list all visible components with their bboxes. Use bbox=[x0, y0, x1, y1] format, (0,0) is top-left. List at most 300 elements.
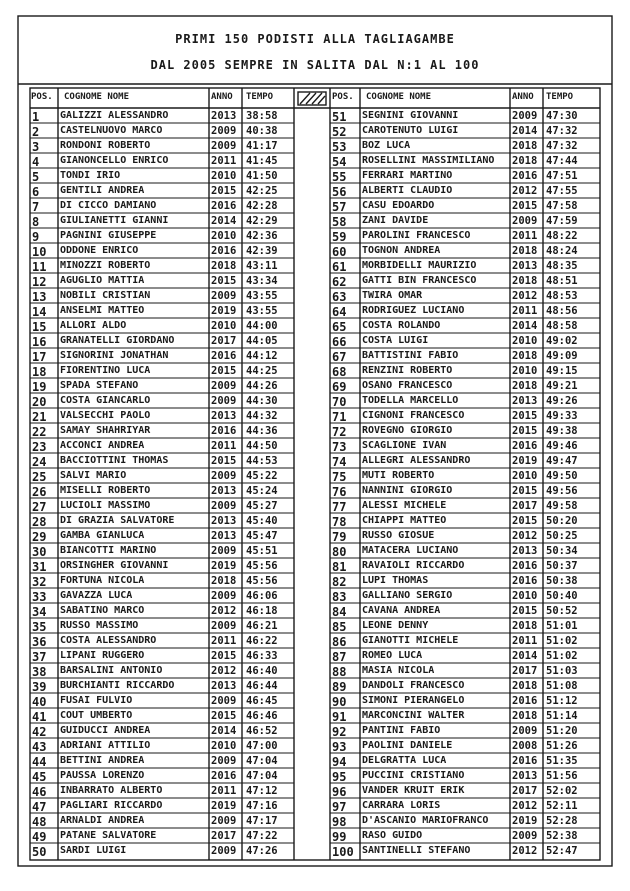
year-cell: 2011 bbox=[512, 635, 538, 647]
name-cell: SABATINO MARCO bbox=[60, 605, 145, 616]
name-cell: TONDI IRIO bbox=[60, 170, 121, 181]
table-row bbox=[0, 619, 630, 634]
time-cell: 49:56 bbox=[546, 485, 578, 497]
year-cell: 2017 bbox=[512, 785, 538, 797]
position-cell: 55 bbox=[332, 170, 347, 184]
year-cell: 2012 bbox=[512, 845, 538, 857]
time-cell: 50:40 bbox=[546, 590, 578, 602]
position-cell: 45 bbox=[32, 770, 47, 784]
position-cell: 48 bbox=[32, 815, 47, 829]
position-cell: 65 bbox=[332, 320, 347, 334]
year-cell: 2015 bbox=[512, 425, 538, 437]
name-cell: RUSSO MASSIMO bbox=[60, 620, 139, 631]
name-cell: D'ASCANIO MARIOFRANCO bbox=[362, 815, 489, 826]
name-cell: PAUSSA LORENZO bbox=[60, 770, 145, 781]
time-cell: 43:34 bbox=[246, 275, 278, 287]
time-cell: 45:56 bbox=[246, 560, 278, 572]
position-cell: 74 bbox=[332, 455, 347, 469]
position-cell: 19 bbox=[32, 380, 47, 394]
time-cell: 38:58 bbox=[246, 110, 278, 122]
time-cell: 48:58 bbox=[546, 320, 578, 332]
position-cell: 14 bbox=[32, 305, 47, 319]
header-year-right: ANNO bbox=[512, 92, 534, 102]
name-cell: GAMBA GIANLUCA bbox=[60, 530, 145, 541]
time-cell: 48:56 bbox=[546, 305, 578, 317]
time-cell: 44:53 bbox=[246, 455, 278, 467]
header-time-right: TEMPO bbox=[546, 92, 574, 102]
time-cell: 51:12 bbox=[546, 695, 578, 707]
name-cell: RODRIGUEZ LUCIANO bbox=[362, 305, 465, 316]
time-cell: 48:35 bbox=[546, 260, 578, 272]
time-cell: 40:38 bbox=[246, 125, 278, 137]
time-cell: 41:50 bbox=[246, 170, 278, 182]
name-cell: SALVI MARIO bbox=[60, 470, 127, 481]
time-cell: 48:24 bbox=[546, 245, 578, 257]
year-cell: 2017 bbox=[211, 830, 237, 842]
position-cell: 60 bbox=[332, 245, 347, 259]
year-cell: 2015 bbox=[211, 710, 237, 722]
name-cell: MASIA NICOLA bbox=[362, 665, 435, 676]
year-cell: 2010 bbox=[512, 335, 538, 347]
position-cell: 15 bbox=[32, 320, 47, 334]
table-row bbox=[0, 739, 630, 754]
year-cell: 2018 bbox=[512, 140, 538, 152]
year-cell: 2017 bbox=[211, 335, 237, 347]
year-cell: 2011 bbox=[512, 230, 538, 242]
position-cell: 44 bbox=[32, 755, 47, 769]
time-cell: 41:17 bbox=[246, 140, 278, 152]
name-cell: SIMONI PIERANGELO bbox=[362, 695, 465, 706]
year-cell: 2012 bbox=[211, 605, 237, 617]
year-cell: 2018 bbox=[211, 260, 237, 272]
year-cell: 2011 bbox=[211, 155, 237, 167]
year-cell: 2016 bbox=[512, 170, 538, 182]
table-row bbox=[0, 724, 630, 739]
position-cell: 69 bbox=[332, 380, 347, 394]
time-cell: 47:32 bbox=[546, 140, 578, 152]
time-cell: 49:26 bbox=[546, 395, 578, 407]
table-row bbox=[0, 709, 630, 724]
table-row bbox=[0, 229, 630, 244]
year-cell: 2014 bbox=[512, 320, 538, 332]
time-cell: 45:22 bbox=[246, 470, 278, 482]
name-cell: NOBILI CRISTIAN bbox=[60, 290, 151, 301]
name-cell: ALLORI ALDO bbox=[60, 320, 127, 331]
time-cell: 49:50 bbox=[546, 470, 578, 482]
name-cell: COSTA LUIGI bbox=[362, 335, 429, 346]
time-cell: 47:44 bbox=[546, 155, 578, 167]
name-cell: LEONE DENNY bbox=[362, 620, 429, 631]
year-cell: 2009 bbox=[211, 500, 237, 512]
name-cell: GENTILI ANDREA bbox=[60, 185, 145, 196]
name-cell: DI CICCO DAMIANO bbox=[60, 200, 157, 211]
name-cell: ARNALDI ANDREA bbox=[60, 815, 145, 826]
position-cell: 62 bbox=[332, 275, 347, 289]
time-cell: 51:08 bbox=[546, 680, 578, 692]
position-cell: 99 bbox=[332, 830, 347, 844]
name-cell: SAMAY SHAHRIYAR bbox=[60, 425, 151, 436]
name-cell: CAVANA ANDREA bbox=[362, 605, 441, 616]
time-cell: 49:58 bbox=[546, 500, 578, 512]
time-cell: 51:56 bbox=[546, 770, 578, 782]
time-cell: 48:53 bbox=[546, 290, 578, 302]
name-cell: GIANONCELLO ENRICO bbox=[60, 155, 169, 166]
table-row bbox=[0, 484, 630, 499]
position-cell: 35 bbox=[32, 620, 47, 634]
table-row bbox=[0, 364, 630, 379]
time-cell: 46:44 bbox=[246, 680, 278, 692]
year-cell: 2016 bbox=[512, 755, 538, 767]
year-cell: 2018 bbox=[512, 680, 538, 692]
position-cell: 89 bbox=[332, 680, 347, 694]
name-cell: PAGNINI GIUSEPPE bbox=[60, 230, 157, 241]
year-cell: 2009 bbox=[211, 290, 237, 302]
year-cell: 2014 bbox=[512, 125, 538, 137]
position-cell: 68 bbox=[332, 365, 347, 379]
position-cell: 39 bbox=[32, 680, 47, 694]
time-cell: 44:05 bbox=[246, 335, 278, 347]
position-cell: 29 bbox=[32, 530, 47, 544]
name-cell: GAVAZZA LUCA bbox=[60, 590, 133, 601]
table-row bbox=[0, 109, 630, 124]
year-cell: 2018 bbox=[512, 350, 538, 362]
year-cell: 2018 bbox=[512, 620, 538, 632]
name-cell: PAGLIARI RICCARDO bbox=[60, 800, 163, 811]
name-cell: RENZINI ROBERTO bbox=[362, 365, 453, 376]
name-cell: ALBERTI CLAUDIO bbox=[362, 185, 453, 196]
time-cell: 49:38 bbox=[546, 425, 578, 437]
time-cell: 49:47 bbox=[546, 455, 578, 467]
table-row bbox=[0, 409, 630, 424]
position-cell: 72 bbox=[332, 425, 347, 439]
time-cell: 47:04 bbox=[246, 755, 278, 767]
table-row bbox=[0, 124, 630, 139]
position-cell: 12 bbox=[32, 275, 47, 289]
document-title: PRIMI 150 PODISTI ALLA TAGLIAGAMBE bbox=[175, 32, 455, 46]
name-cell: ALESSI MICHELE bbox=[362, 500, 447, 511]
table-row bbox=[0, 334, 630, 349]
table-row bbox=[0, 679, 630, 694]
name-cell: TWIRA OMAR bbox=[362, 290, 423, 301]
year-cell: 2015 bbox=[211, 650, 237, 662]
year-cell: 2009 bbox=[211, 755, 237, 767]
time-cell: 51:02 bbox=[546, 650, 578, 662]
year-cell: 2016 bbox=[211, 770, 237, 782]
name-cell: SANTINELLI STEFANO bbox=[362, 845, 471, 856]
time-cell: 46:40 bbox=[246, 665, 278, 677]
year-cell: 2015 bbox=[211, 455, 237, 467]
year-cell: 2018 bbox=[512, 380, 538, 392]
table-row bbox=[0, 319, 630, 334]
time-cell: 52:38 bbox=[546, 830, 578, 842]
position-cell: 91 bbox=[332, 710, 347, 724]
position-cell: 82 bbox=[332, 575, 347, 589]
time-cell: 45:40 bbox=[246, 515, 278, 527]
table-row bbox=[0, 829, 630, 844]
year-cell: 2013 bbox=[512, 770, 538, 782]
position-cell: 75 bbox=[332, 470, 347, 484]
time-cell: 47:12 bbox=[246, 785, 278, 797]
position-cell: 34 bbox=[32, 605, 47, 619]
position-cell: 40 bbox=[32, 695, 47, 709]
table-row bbox=[0, 304, 630, 319]
table-row bbox=[0, 394, 630, 409]
name-cell: RAVAIOLI RICCARDO bbox=[362, 560, 465, 571]
year-cell: 2016 bbox=[512, 440, 538, 452]
position-cell: 83 bbox=[332, 590, 347, 604]
table-row bbox=[0, 184, 630, 199]
position-cell: 6 bbox=[32, 185, 40, 199]
name-cell: PUCCINI CRISTIANO bbox=[362, 770, 465, 781]
name-cell: LUCIOLI MASSIMO bbox=[60, 500, 151, 511]
table-row bbox=[0, 139, 630, 154]
position-cell: 8 bbox=[32, 215, 40, 229]
year-cell: 2013 bbox=[512, 260, 538, 272]
name-cell: ORSINGHER GIOVANNI bbox=[60, 560, 169, 571]
table-row bbox=[0, 754, 630, 769]
table-row bbox=[0, 844, 630, 859]
time-cell: 44:25 bbox=[246, 365, 278, 377]
table-row bbox=[0, 499, 630, 514]
name-cell: CIGNONI FRANCESCO bbox=[362, 410, 465, 421]
position-cell: 81 bbox=[332, 560, 347, 574]
name-cell: DELGRATTA LUCA bbox=[362, 755, 447, 766]
position-cell: 59 bbox=[332, 230, 347, 244]
time-cell: 46:45 bbox=[246, 695, 278, 707]
name-cell: PANTINI FABIO bbox=[362, 725, 441, 736]
name-cell: AGUGLIO MATTIA bbox=[60, 275, 145, 286]
position-cell: 97 bbox=[332, 800, 347, 814]
name-cell: MISELLI ROBERTO bbox=[60, 485, 151, 496]
table-row bbox=[0, 784, 630, 799]
time-cell: 46:06 bbox=[246, 590, 278, 602]
name-cell: SARDI LUIGI bbox=[60, 845, 127, 856]
year-cell: 2009 bbox=[211, 590, 237, 602]
year-cell: 2015 bbox=[512, 485, 538, 497]
time-cell: 49:09 bbox=[546, 350, 578, 362]
year-cell: 2013 bbox=[211, 485, 237, 497]
table-row bbox=[0, 349, 630, 364]
name-cell: ROVEGNO GIORGIO bbox=[362, 425, 453, 436]
year-cell: 2013 bbox=[512, 545, 538, 557]
name-cell: TODELLA MARCELLO bbox=[362, 395, 459, 406]
time-cell: 49:46 bbox=[546, 440, 578, 452]
time-cell: 45:24 bbox=[246, 485, 278, 497]
table-row bbox=[0, 259, 630, 274]
table-row bbox=[0, 169, 630, 184]
year-cell: 2011 bbox=[211, 440, 237, 452]
name-cell: MUTI ROBERTO bbox=[362, 470, 435, 481]
year-cell: 2009 bbox=[512, 110, 538, 122]
name-cell: BARSALINI ANTONIO bbox=[60, 665, 163, 676]
name-cell: ROMEO LUCA bbox=[362, 650, 423, 661]
name-cell: GATTI BIN FRANCESCO bbox=[362, 275, 477, 286]
name-cell: FERRARI MARTINO bbox=[362, 170, 453, 181]
name-cell: BETTINI ANDREA bbox=[60, 755, 145, 766]
position-cell: 10 bbox=[32, 245, 47, 259]
year-cell: 2011 bbox=[211, 635, 237, 647]
year-cell: 2009 bbox=[211, 815, 237, 827]
year-cell: 2017 bbox=[512, 500, 538, 512]
year-cell: 2019 bbox=[512, 815, 538, 827]
name-cell: ACCONCI ANDREA bbox=[60, 440, 145, 451]
position-cell: 38 bbox=[32, 665, 47, 679]
table-row bbox=[0, 559, 630, 574]
position-cell: 16 bbox=[32, 335, 47, 349]
name-cell: MINOZZI ROBERTO bbox=[60, 260, 151, 271]
name-cell: CASU EDOARDO bbox=[362, 200, 435, 211]
position-cell: 86 bbox=[332, 635, 347, 649]
header-year-left: ANNO bbox=[211, 92, 233, 102]
position-cell: 47 bbox=[32, 800, 47, 814]
table-row bbox=[0, 154, 630, 169]
name-cell: VALSECCHI PAOLO bbox=[60, 410, 151, 421]
name-cell: GALLIANO SERGIO bbox=[362, 590, 453, 601]
year-cell: 2009 bbox=[211, 470, 237, 482]
time-cell: 51:20 bbox=[546, 725, 578, 737]
time-cell: 42:29 bbox=[246, 215, 278, 227]
time-cell: 44:36 bbox=[246, 425, 278, 437]
year-cell: 2011 bbox=[512, 305, 538, 317]
year-cell: 2009 bbox=[512, 215, 538, 227]
position-cell: 31 bbox=[32, 560, 47, 574]
position-cell: 17 bbox=[32, 350, 47, 364]
position-cell: 3 bbox=[32, 140, 40, 154]
time-cell: 45:51 bbox=[246, 545, 278, 557]
position-cell: 22 bbox=[32, 425, 47, 439]
time-cell: 47:32 bbox=[546, 125, 578, 137]
time-cell: 51:01 bbox=[546, 620, 578, 632]
year-cell: 2018 bbox=[211, 575, 237, 587]
table-row bbox=[0, 544, 630, 559]
name-cell: SPADA STEFANO bbox=[60, 380, 139, 391]
document-subtitle: DAL 2005 SEMPRE IN SALITA DAL N:1 AL 100 bbox=[150, 58, 480, 72]
time-cell: 42:39 bbox=[246, 245, 278, 257]
time-cell: 50:34 bbox=[546, 545, 578, 557]
time-cell: 45:27 bbox=[246, 500, 278, 512]
name-cell: ROSELLINI MASSIMILIANO bbox=[362, 155, 495, 166]
year-cell: 2010 bbox=[211, 170, 237, 182]
name-cell: MARCONCINI WALTER bbox=[362, 710, 465, 721]
table-row bbox=[0, 649, 630, 664]
header-name-right: COGNOME NOME bbox=[366, 92, 432, 102]
table-row bbox=[0, 469, 630, 484]
year-cell: 2019 bbox=[211, 560, 237, 572]
year-cell: 2014 bbox=[512, 650, 538, 662]
name-cell: GUIDUCCI ANDREA bbox=[60, 725, 151, 736]
time-cell: 45:56 bbox=[246, 575, 278, 587]
table-row bbox=[0, 439, 630, 454]
table-row bbox=[0, 634, 630, 649]
time-cell: 48:51 bbox=[546, 275, 578, 287]
position-cell: 5 bbox=[32, 170, 40, 184]
position-cell: 33 bbox=[32, 590, 47, 604]
time-cell: 47:51 bbox=[546, 170, 578, 182]
table-row bbox=[0, 289, 630, 304]
name-cell: DANDOLI FRANCESCO bbox=[362, 680, 465, 691]
time-cell: 47:59 bbox=[546, 215, 578, 227]
position-cell: 98 bbox=[332, 815, 347, 829]
time-cell: 46:18 bbox=[246, 605, 278, 617]
position-cell: 51 bbox=[332, 110, 347, 124]
position-cell: 94 bbox=[332, 755, 347, 769]
name-cell: GIANOTTI MICHELE bbox=[362, 635, 459, 646]
name-cell: MATACERA LUCIANO bbox=[362, 545, 459, 556]
table-row bbox=[0, 379, 630, 394]
time-cell: 51:35 bbox=[546, 755, 578, 767]
position-cell: 80 bbox=[332, 545, 347, 559]
time-cell: 49:02 bbox=[546, 335, 578, 347]
year-cell: 2009 bbox=[211, 125, 237, 137]
position-cell: 93 bbox=[332, 740, 347, 754]
year-cell: 2009 bbox=[211, 845, 237, 857]
position-cell: 28 bbox=[32, 515, 47, 529]
position-cell: 64 bbox=[332, 305, 347, 319]
year-cell: 2009 bbox=[211, 545, 237, 557]
position-cell: 32 bbox=[32, 575, 47, 589]
name-cell: INBARRATO ALBERTO bbox=[60, 785, 163, 796]
table-row bbox=[0, 814, 630, 829]
time-cell: 42:28 bbox=[246, 200, 278, 212]
time-cell: 42:36 bbox=[246, 230, 278, 242]
year-cell: 2015 bbox=[512, 515, 538, 527]
year-cell: 2009 bbox=[211, 620, 237, 632]
year-cell: 2016 bbox=[211, 425, 237, 437]
year-cell: 2014 bbox=[211, 725, 237, 737]
year-cell: 2010 bbox=[211, 230, 237, 242]
position-cell: 63 bbox=[332, 290, 347, 304]
position-cell: 46 bbox=[32, 785, 47, 799]
name-cell: BURCHIANTI RICCARDO bbox=[60, 680, 175, 691]
year-cell: 2015 bbox=[512, 605, 538, 617]
year-cell: 2015 bbox=[211, 275, 237, 287]
position-cell: 4 bbox=[32, 155, 40, 169]
name-cell: OSANO FRANCESCO bbox=[362, 380, 453, 391]
position-cell: 11 bbox=[32, 260, 47, 274]
name-cell: GALIZZI ALESSANDRO bbox=[60, 110, 169, 121]
table-row bbox=[0, 514, 630, 529]
time-cell: 46:22 bbox=[246, 635, 278, 647]
position-cell: 95 bbox=[332, 770, 347, 784]
time-cell: 46:33 bbox=[246, 650, 278, 662]
name-cell: PAROLINI FRANCESCO bbox=[362, 230, 471, 241]
position-cell: 73 bbox=[332, 440, 347, 454]
year-cell: 2009 bbox=[211, 695, 237, 707]
year-cell: 2018 bbox=[512, 155, 538, 167]
year-cell: 2015 bbox=[512, 200, 538, 212]
year-cell: 2010 bbox=[512, 365, 538, 377]
year-cell: 2018 bbox=[512, 710, 538, 722]
year-cell: 2012 bbox=[512, 530, 538, 542]
time-cell: 44:50 bbox=[246, 440, 278, 452]
table-row bbox=[0, 214, 630, 229]
position-cell: 57 bbox=[332, 200, 347, 214]
table-row bbox=[0, 769, 630, 784]
position-cell: 42 bbox=[32, 725, 47, 739]
name-cell: COSTA ROLANDO bbox=[362, 320, 441, 331]
position-cell: 9 bbox=[32, 230, 40, 244]
position-cell: 7 bbox=[32, 200, 40, 214]
header-time-left: TEMPO bbox=[246, 92, 274, 102]
year-cell: 2013 bbox=[211, 110, 237, 122]
time-cell: 52:28 bbox=[546, 815, 578, 827]
year-cell: 2010 bbox=[512, 590, 538, 602]
year-cell: 2016 bbox=[512, 575, 538, 587]
header-pos-right: POS. bbox=[332, 92, 354, 102]
table-row bbox=[0, 199, 630, 214]
year-cell: 2019 bbox=[512, 455, 538, 467]
time-cell: 47:22 bbox=[246, 830, 278, 842]
